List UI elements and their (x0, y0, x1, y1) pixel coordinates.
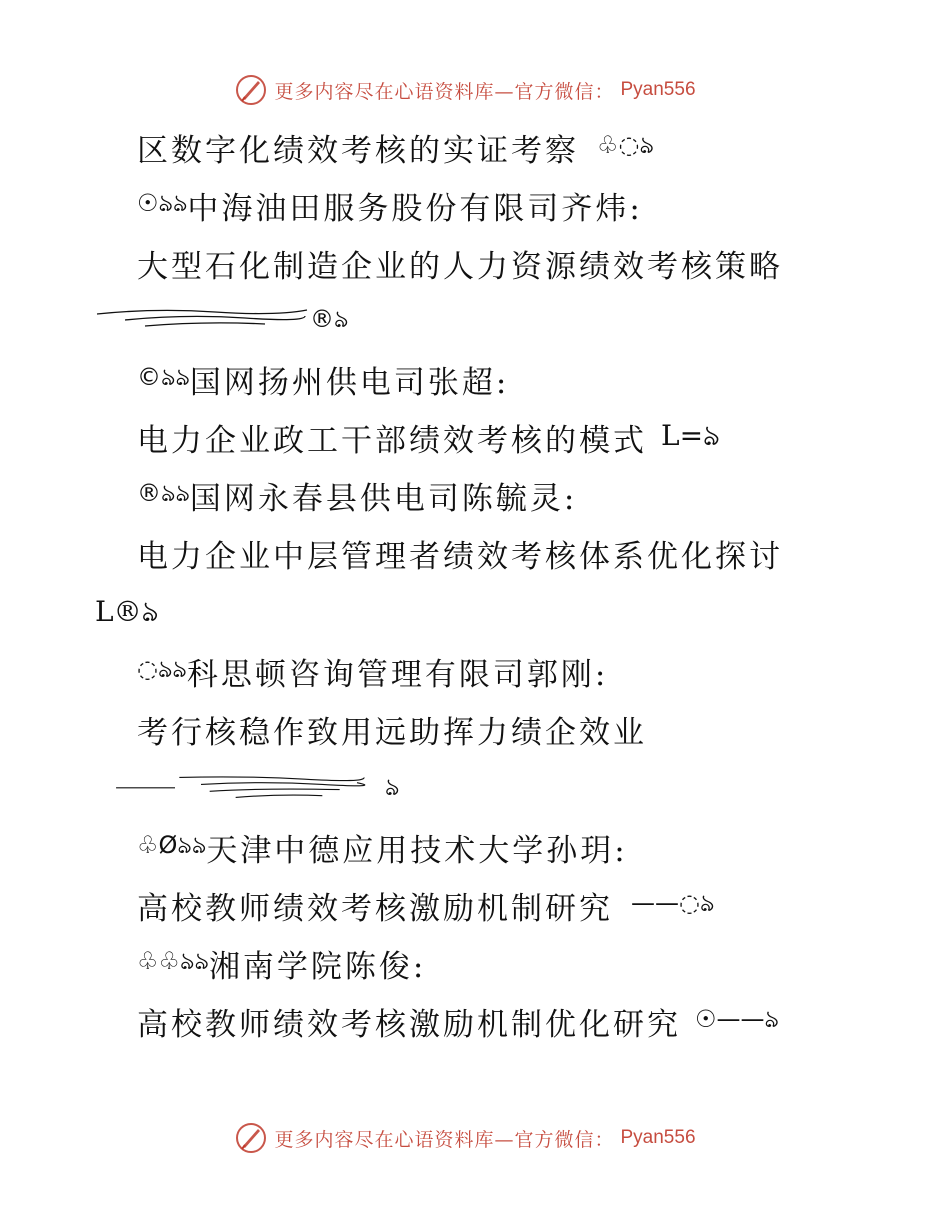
ornament-icon: ♧Øঌঌ (137, 831, 207, 859)
line-text: 区数字化绩效考核的实证考察 (137, 132, 579, 169)
line-5 (137, 354, 509, 404)
ornament-icon: ♧♧ঌঌ (137, 947, 209, 975)
line-text: 大型石化制造企业的人力资源绩效考核策略 (137, 248, 783, 285)
ornament-icon: ◌ঌঌ (137, 655, 187, 683)
line-text: 电力企业中层管理者绩效考核体系优化探讨 (137, 538, 783, 575)
line-10 (137, 646, 608, 696)
ornament-icon: ——◌ঌ (631, 889, 715, 917)
ornament-icon: ☉——ঌ (695, 1005, 779, 1033)
line-text: 电力企业政工干部绩效考核的模式 (137, 422, 647, 459)
line-text: 高校教师绩效考核激励机制研究 (137, 890, 613, 927)
wavy-rule-icon (95, 774, 385, 800)
line-8 (137, 528, 783, 578)
ornament-icon: L®ঌ (95, 594, 159, 628)
line-1 (137, 122, 654, 172)
wavy-rule-icon (95, 306, 310, 332)
quill-logo-icon (234, 1121, 268, 1155)
ornament-icon: ঌ (385, 773, 400, 801)
quill-logo-icon (234, 73, 268, 107)
line-12 (385, 764, 399, 814)
ornament-icon: ®ঌ (310, 305, 349, 333)
line-14 (137, 880, 714, 930)
line-text: 考行核稳作致用远助挥力绩企效业 (137, 714, 647, 751)
line-text: 中海油田服务股份有限司齐炜: (187, 190, 643, 227)
line-4 (310, 296, 348, 346)
line-text: 科思顿咨询管理有限司郭刚: (186, 656, 609, 693)
ornament-icon: ♧◌ঌ (597, 131, 654, 159)
line-2 (137, 180, 643, 230)
line-15 (137, 938, 426, 988)
line-text: 高校教师绩效考核激励机制优化研究 (137, 1006, 681, 1043)
watermark-text: 更多内容尽在心语资料库—官方微信： (274, 1128, 615, 1151)
watermark-id: Pyan556 (620, 1127, 696, 1148)
line-13 (137, 822, 628, 872)
line-11 (137, 704, 647, 754)
ornament-icon: ®ঌঌ (137, 479, 190, 507)
line-text: 国网永春县供电司陈毓灵: (189, 480, 578, 517)
line-text: 天津中德应用技术大学孙玥: (206, 832, 628, 869)
line-text: 湘南学院陈俊: (208, 948, 427, 985)
ornament-icon: L=ঌ (661, 418, 720, 452)
line-7 (137, 470, 577, 520)
ornament-icon: ☉ঌঌ (137, 189, 188, 217)
line-text: 国网扬州供电司张超: (189, 364, 510, 401)
line-3 (137, 238, 783, 288)
footer-watermark (0, 1118, 950, 1158)
line-16 (137, 996, 779, 1046)
line-6 (137, 412, 720, 462)
watermark-id: Pyan556 (620, 79, 696, 100)
header-watermark (0, 70, 950, 110)
watermark-text: 更多内容尽在心语资料库—官方微信： (274, 80, 615, 103)
line-9 (95, 588, 158, 638)
ornament-icon: ©ঌঌ (137, 363, 190, 391)
